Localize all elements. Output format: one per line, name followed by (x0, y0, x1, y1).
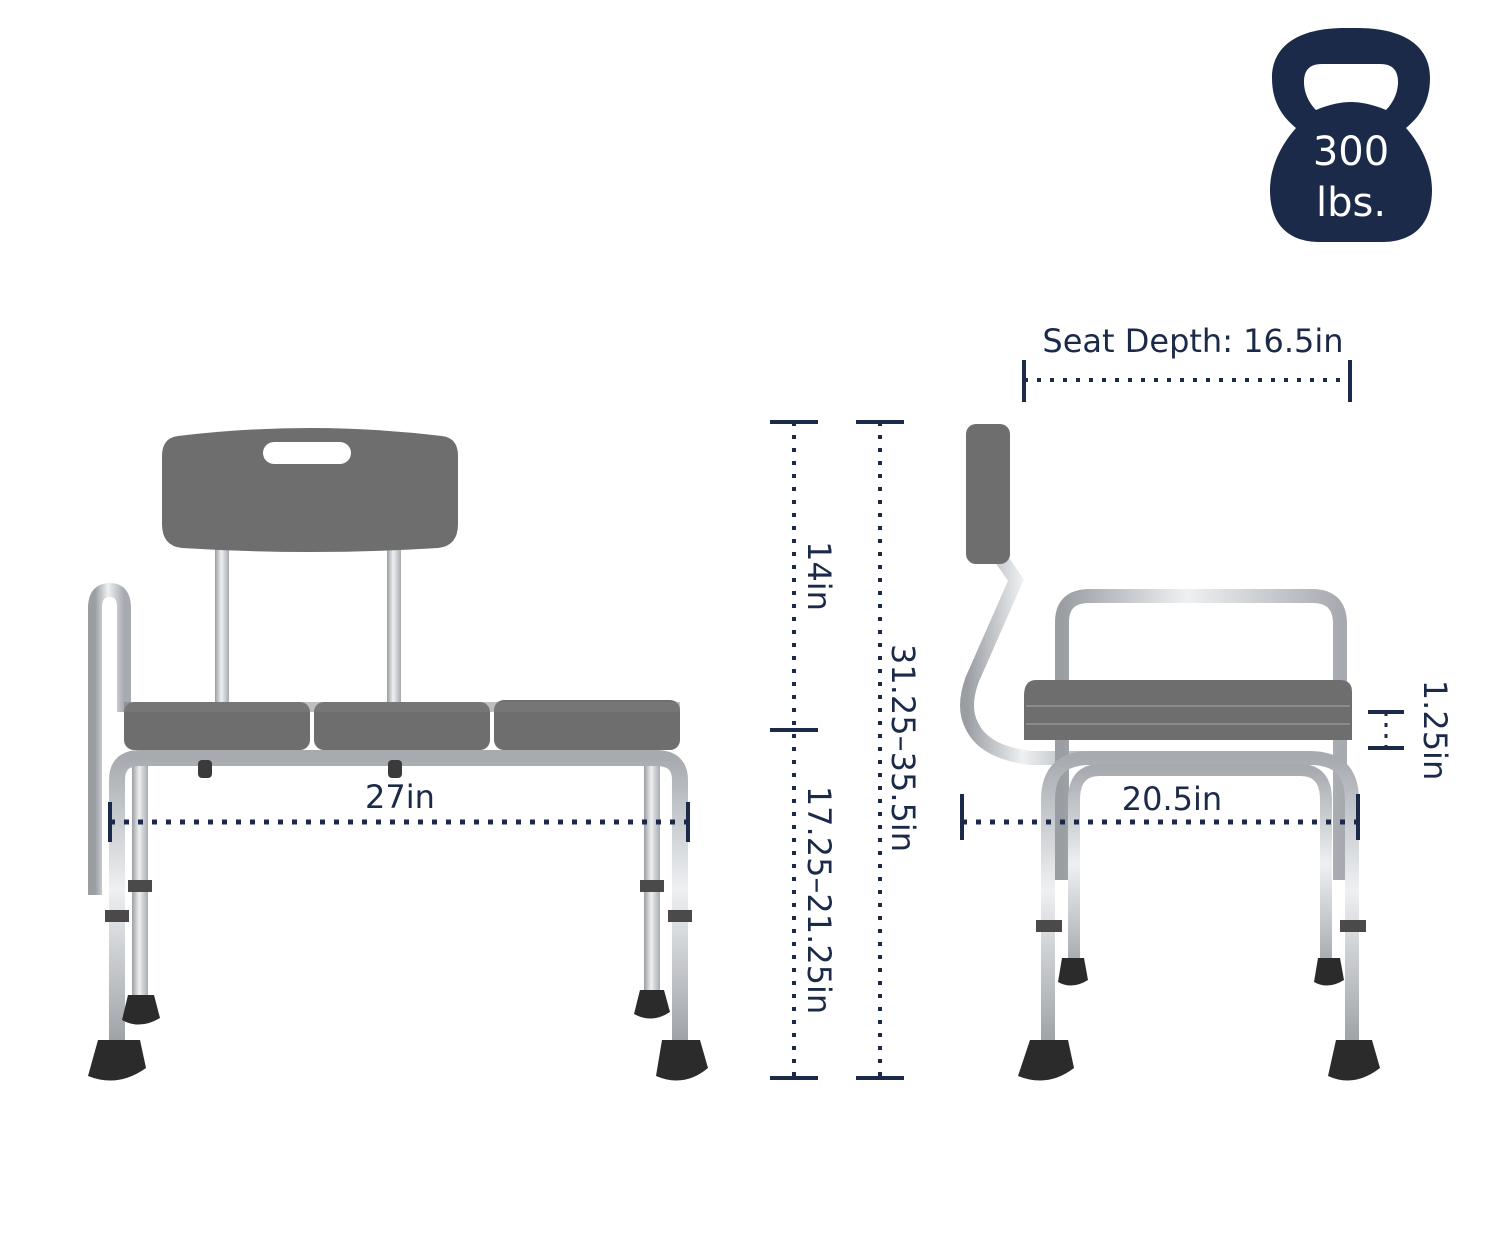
leg-collar (128, 880, 152, 892)
foot-tip (1018, 1040, 1074, 1081)
leg-collar (668, 910, 692, 922)
foot-tip (88, 1040, 146, 1081)
seat-top-edge (124, 702, 680, 712)
foot-tip (634, 990, 670, 1019)
foot-tip (1058, 958, 1088, 986)
suction-knob (198, 760, 212, 778)
foot-tip (656, 1040, 708, 1081)
suction-knob (388, 760, 402, 778)
backrest-post-right (387, 548, 401, 706)
leg-collar (1340, 920, 1366, 932)
foot-tip (1328, 1040, 1380, 1081)
foot-tip (122, 995, 160, 1025)
weight-value: 300 (1312, 129, 1390, 175)
backrest-post-left (215, 548, 229, 706)
seat-depth-label: Seat Depth: 16.5in (1042, 322, 1344, 360)
seat-thickness-label: 1.25in (1416, 679, 1454, 781)
side-seat (1024, 680, 1352, 740)
seat-height-label: 17.25–21.25in (800, 785, 838, 1015)
front-view-bench (88, 428, 708, 1081)
leg-collar (640, 880, 664, 892)
leg-collar (1036, 920, 1062, 932)
side-backrest (966, 424, 1010, 564)
depth-label: 20.5in (1121, 780, 1223, 818)
width-label: 27in (365, 778, 435, 816)
total-height-label: 31.25–35.5in (884, 643, 922, 853)
side-view-bench (966, 424, 1380, 1081)
weight-badge (1270, 28, 1432, 242)
backrest-handle-slot (263, 442, 351, 464)
foot-tip (1314, 958, 1344, 986)
back-height-label: 14in (800, 541, 838, 611)
leg-collar (105, 910, 129, 922)
weight-unit: lbs. (1315, 180, 1387, 226)
